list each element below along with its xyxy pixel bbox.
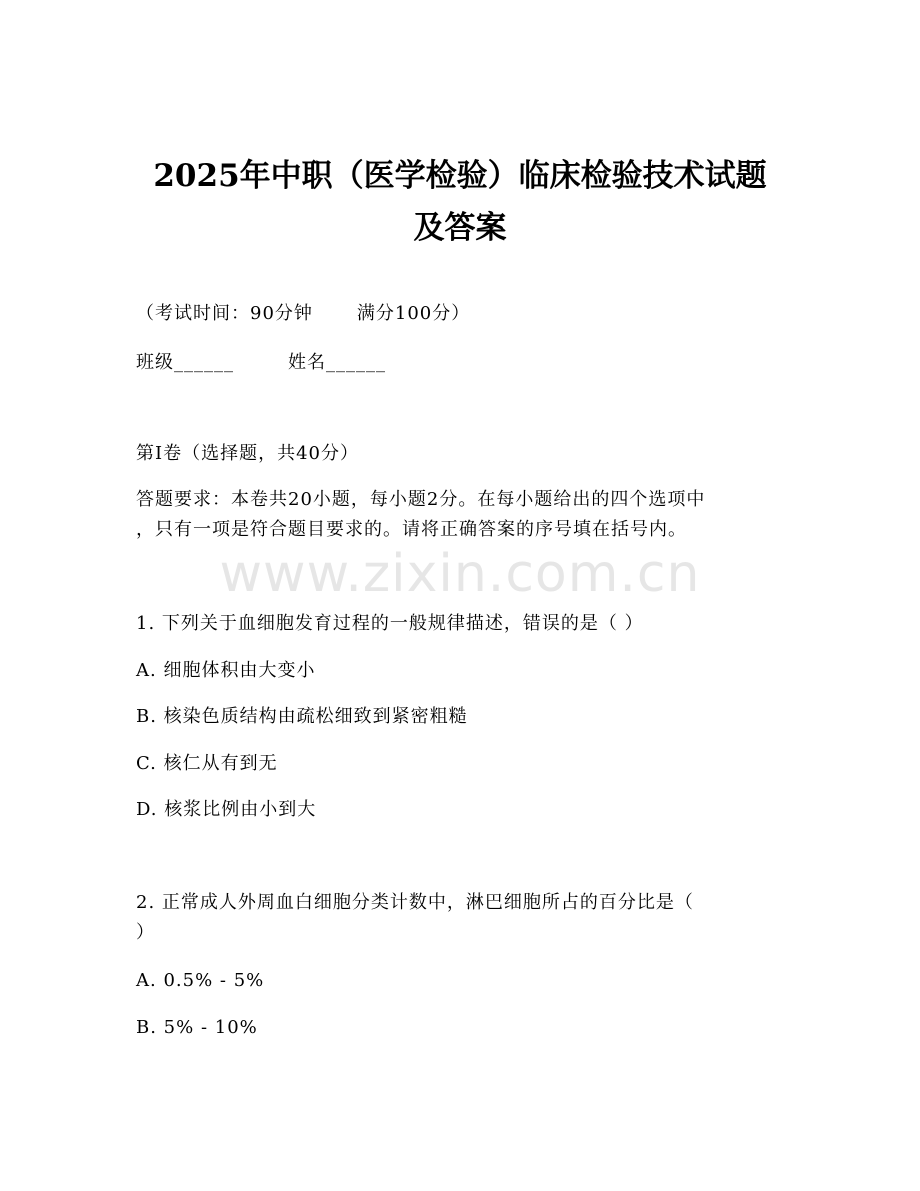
question-1-option-c: C. 核仁从有到无 bbox=[136, 753, 278, 774]
exam-score: 满分100分） bbox=[356, 303, 471, 324]
question-1-option-d: D. 核浆比例由小到大 bbox=[136, 799, 317, 820]
name-field: 姓名______ bbox=[288, 352, 386, 373]
exam-info bbox=[136, 302, 470, 326]
instructions-line-2: ，只有一项是符合题目要求的。请将正确答案的序号填在括号内。 bbox=[136, 519, 687, 540]
instructions-line-1: 答题要求：本卷共20小题，每小题2分。在每小题给出的四个选项中 bbox=[136, 489, 706, 510]
class-field: 班级______ bbox=[136, 352, 234, 373]
watermark-text: www.zixin.com.cn bbox=[219, 544, 701, 604]
title-line-2: 及答案 bbox=[413, 210, 507, 246]
question-2-stem-line-1: 2. 正常成人外周血白细胞分类计数中，淋巴细胞所占的百分比是（ bbox=[136, 892, 694, 913]
exam-time: （考试时间：90分钟 bbox=[136, 303, 313, 324]
question-2-option-a: A. 0.5% - 5% bbox=[136, 970, 265, 991]
student-fields bbox=[136, 351, 386, 375]
question-1-option-b: B. 核染色质结构由疏松细致到紧密粗糙 bbox=[136, 706, 468, 727]
question-2-stem-line-2: ） bbox=[136, 922, 155, 943]
document-title bbox=[110, 150, 810, 254]
section-heading: 第I卷（选择题，共40分） bbox=[136, 443, 360, 464]
question-2-option-b: B. 5% - 10% bbox=[136, 1017, 258, 1038]
question-1-option-a: A. 细胞体积由大变小 bbox=[136, 660, 316, 681]
title-line-1: 2025年中职（医学检验）临床检验技术试题 bbox=[153, 158, 767, 194]
question-1-stem: 1. 下列关于血细胞发育过程的一般规律描述，错误的是（ ） bbox=[136, 613, 644, 634]
